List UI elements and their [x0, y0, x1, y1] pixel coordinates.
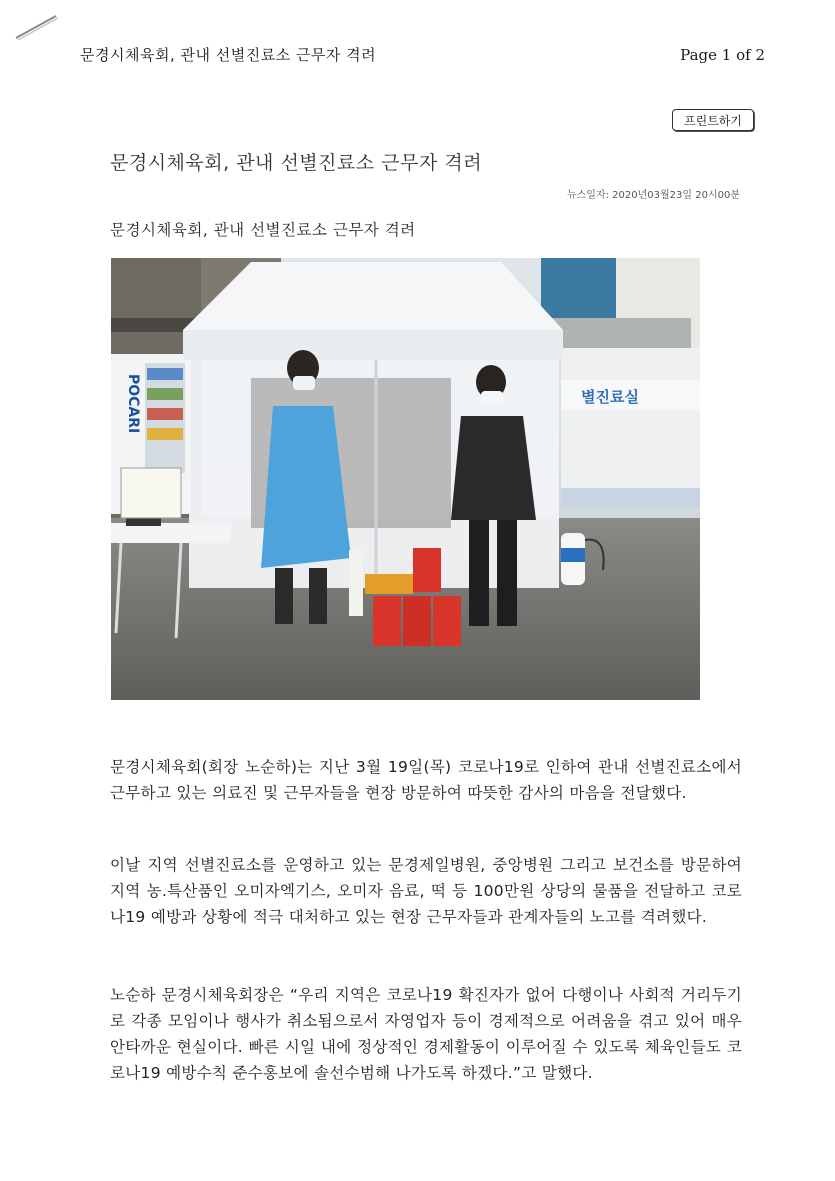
page-indicator: Page 1 of 2 [680, 46, 765, 64]
article-title: 문경시체육회, 관내 선별진료소 근무자 격려 [110, 152, 483, 174]
article-paragraph: 이날 지역 선별진료소를 운영하고 있는 문경제일병원, 중앙병원 그리고 보건소를 방문하여 지역 농.특산품인 오미자엑기스, 오미자 음료, 떡 등 100만원 상당의 물품을 전달하고 코로나19 예방과 상황에 적극 대처하고 있는 현장 근무자들과 관계자들의 노고를 격려했다. [110, 856, 742, 926]
pencil-mark-icon [12, 10, 62, 40]
print-button[interactable]: 프린트하기 [672, 109, 754, 131]
news-date: 뉴스일자: 2020년03월23일 20시00분 [566, 190, 740, 201]
tent-sign-text: 별진료실 [581, 388, 639, 406]
article-subtitle: 문경시체육회, 관내 선별진료소 근무자 격려 [110, 221, 416, 239]
article-paragraph: 문경시체육회(회장 노순하)는 지난 3월 19일(목) 코로나19로 인하여 관내 선별진료소에서 근무하고 있는 의료진 및 근무자들을 현장 방문하여 따뜻한 감사의 마음을 전달했다. [110, 758, 742, 802]
photo-illustration [111, 258, 700, 700]
article-paragraph: 노순하 문경시체육회장은 “우리 지역은 코로나19 확진자가 없어 다행이나 사회적 거리두기로 각종 모임이나 행사가 취소됨으로서 자영업자 등이 경제적으로 어려움을 겪고 있어 매우 안타까운 현실이다. 빠른 시일 내에 정상적인 경제활동이 이루어질 수 있도록 체육인들도 코로나19 예방수칙 준수홍보에 솔선수범해 나가도록 하겠다.”고 말했다. [110, 986, 742, 1082]
header-title: 문경시체육회, 관내 선별진료소 근무자 격려 [80, 46, 377, 64]
vending-text: POCARI [125, 374, 141, 434]
article-photo [111, 258, 700, 700]
